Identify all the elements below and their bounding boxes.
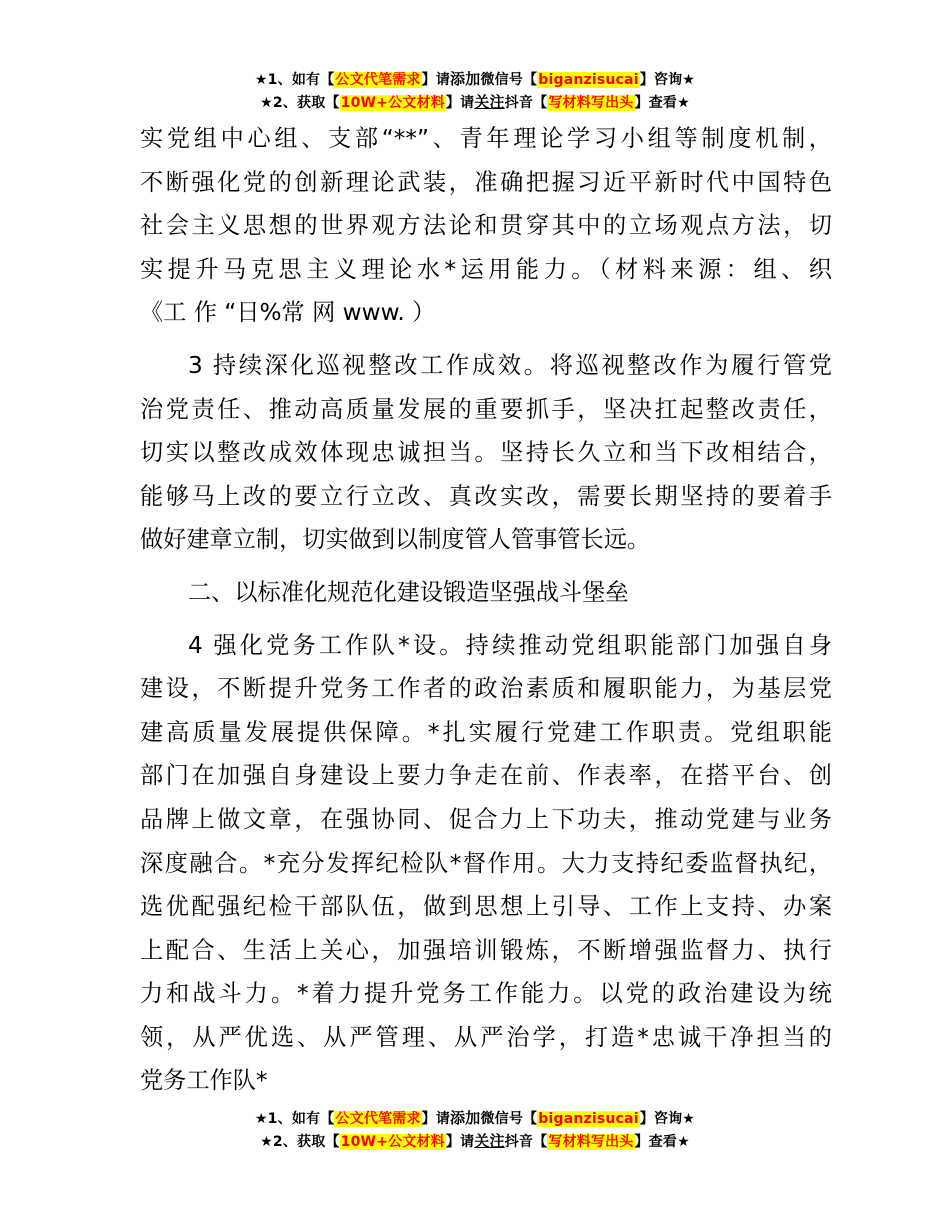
highlight-materials: 10W+公文材料 xyxy=(340,95,445,111)
document-body xyxy=(140,117,832,1103)
text-line: 不断强化党的创新理论武装，准确把握习近平新时代中国特色 xyxy=(140,168,832,196)
text-line: 治党责任、推动高质量发展的重要抓手，坚决扛起整改责任， xyxy=(140,395,832,423)
section-heading-2 xyxy=(140,571,832,615)
text-line: 切实以整改成效体现忠诚担当。坚持长久立和当下改相结合， xyxy=(140,439,832,467)
text-line: 力和战斗力。*着力提升党务工作能力。以党的政治建设为统 xyxy=(140,980,832,1008)
highlight-service: 公文代笔需求 xyxy=(335,72,421,88)
highlight-service: 公文代笔需求 xyxy=(335,1111,421,1127)
text-line: 建设，不断提升党务工作者的政治素质和履职能力，为基层党 xyxy=(140,675,832,703)
text-line: 选优配强纪检干部队伍，做到思想上引导、工作上支持、办案 xyxy=(140,893,832,921)
highlight-wechat-id: biganzisucai xyxy=(538,72,639,88)
highlight-materials: 10W+公文材料 xyxy=(340,1134,445,1150)
text-line: 深度融合。*充分发挥纪检队*督作用。大力支持纪委监督执纪， xyxy=(140,849,832,877)
text-line: 《工 作 “日%常 网 www. ） xyxy=(140,299,436,327)
text-line: 3 持续深化巡视整改工作成效。将巡视整改作为履行管党 xyxy=(188,351,832,379)
banner-line-2: ★2、获取【10W+公文材料】请关注抖音【写材料写出头】查看★ xyxy=(260,1132,690,1150)
text-line: 上配合、生活上关心，加强培训锻炼，不断增强监督力、执行 xyxy=(140,936,832,964)
text-line: 能够马上改的要立行立改、真改实改，需要长期坚持的要着手 xyxy=(140,482,832,510)
text-line: 4 强化党务工作队*设。持续推动党组职能部门加强自身 xyxy=(188,631,832,659)
text-line: 领，从严优选、从严管理、从严治学，打造*忠诚干净担当的 xyxy=(140,1023,832,1051)
text-line: 品牌上做文章，在强协同、促合力上下功夫，推动党建与业务 xyxy=(140,805,832,833)
banner-line-1: ★1、如有【公文代笔需求】请添加微信号【biganzisucai】咨询★ xyxy=(254,1109,696,1127)
text-line: 部门在加强自身建设上要力争走在前、作表率，在搭平台、创 xyxy=(140,762,832,790)
text-line: 党务工作队* xyxy=(140,1067,268,1095)
banner-line-1: ★1、如有【公文代笔需求】请添加微信号【biganzisucai】咨询★ xyxy=(254,70,696,88)
paragraph-2 xyxy=(140,344,832,562)
text-line: 社会主义思想的世界观方法论和贯穿其中的立场观点方法，切 xyxy=(140,212,832,240)
footer-banner xyxy=(0,1107,950,1153)
highlight-wechat-id: biganzisucai xyxy=(538,1111,639,1127)
heading-text: 二、以标准化规范化建设锻造坚强战斗堡垒 xyxy=(188,578,629,606)
banner-line-2: ★2、获取【10W+公文材料】请关注抖音【写材料写出头】查看★ xyxy=(260,93,690,111)
text-line: 做好建章立制，切实做到以制度管人管事管长远。 xyxy=(140,526,651,554)
header-banner xyxy=(0,68,950,114)
paragraph-1 xyxy=(140,117,832,335)
text-line: 实提升马克思主义理论水*运用能力。（材料来源：组、织 xyxy=(140,255,832,283)
text-line: 实党组中心组、支部“**”、青年理论学习小组等制度机制， xyxy=(140,125,832,152)
highlight-douyin: 写材料写出头 xyxy=(548,1134,634,1150)
text-line: 建高质量发展提供保障。*扎实履行党建工作职责。党组职能 xyxy=(140,718,832,746)
paragraph-3 xyxy=(140,624,832,1104)
highlight-douyin: 写材料写出头 xyxy=(548,95,634,111)
